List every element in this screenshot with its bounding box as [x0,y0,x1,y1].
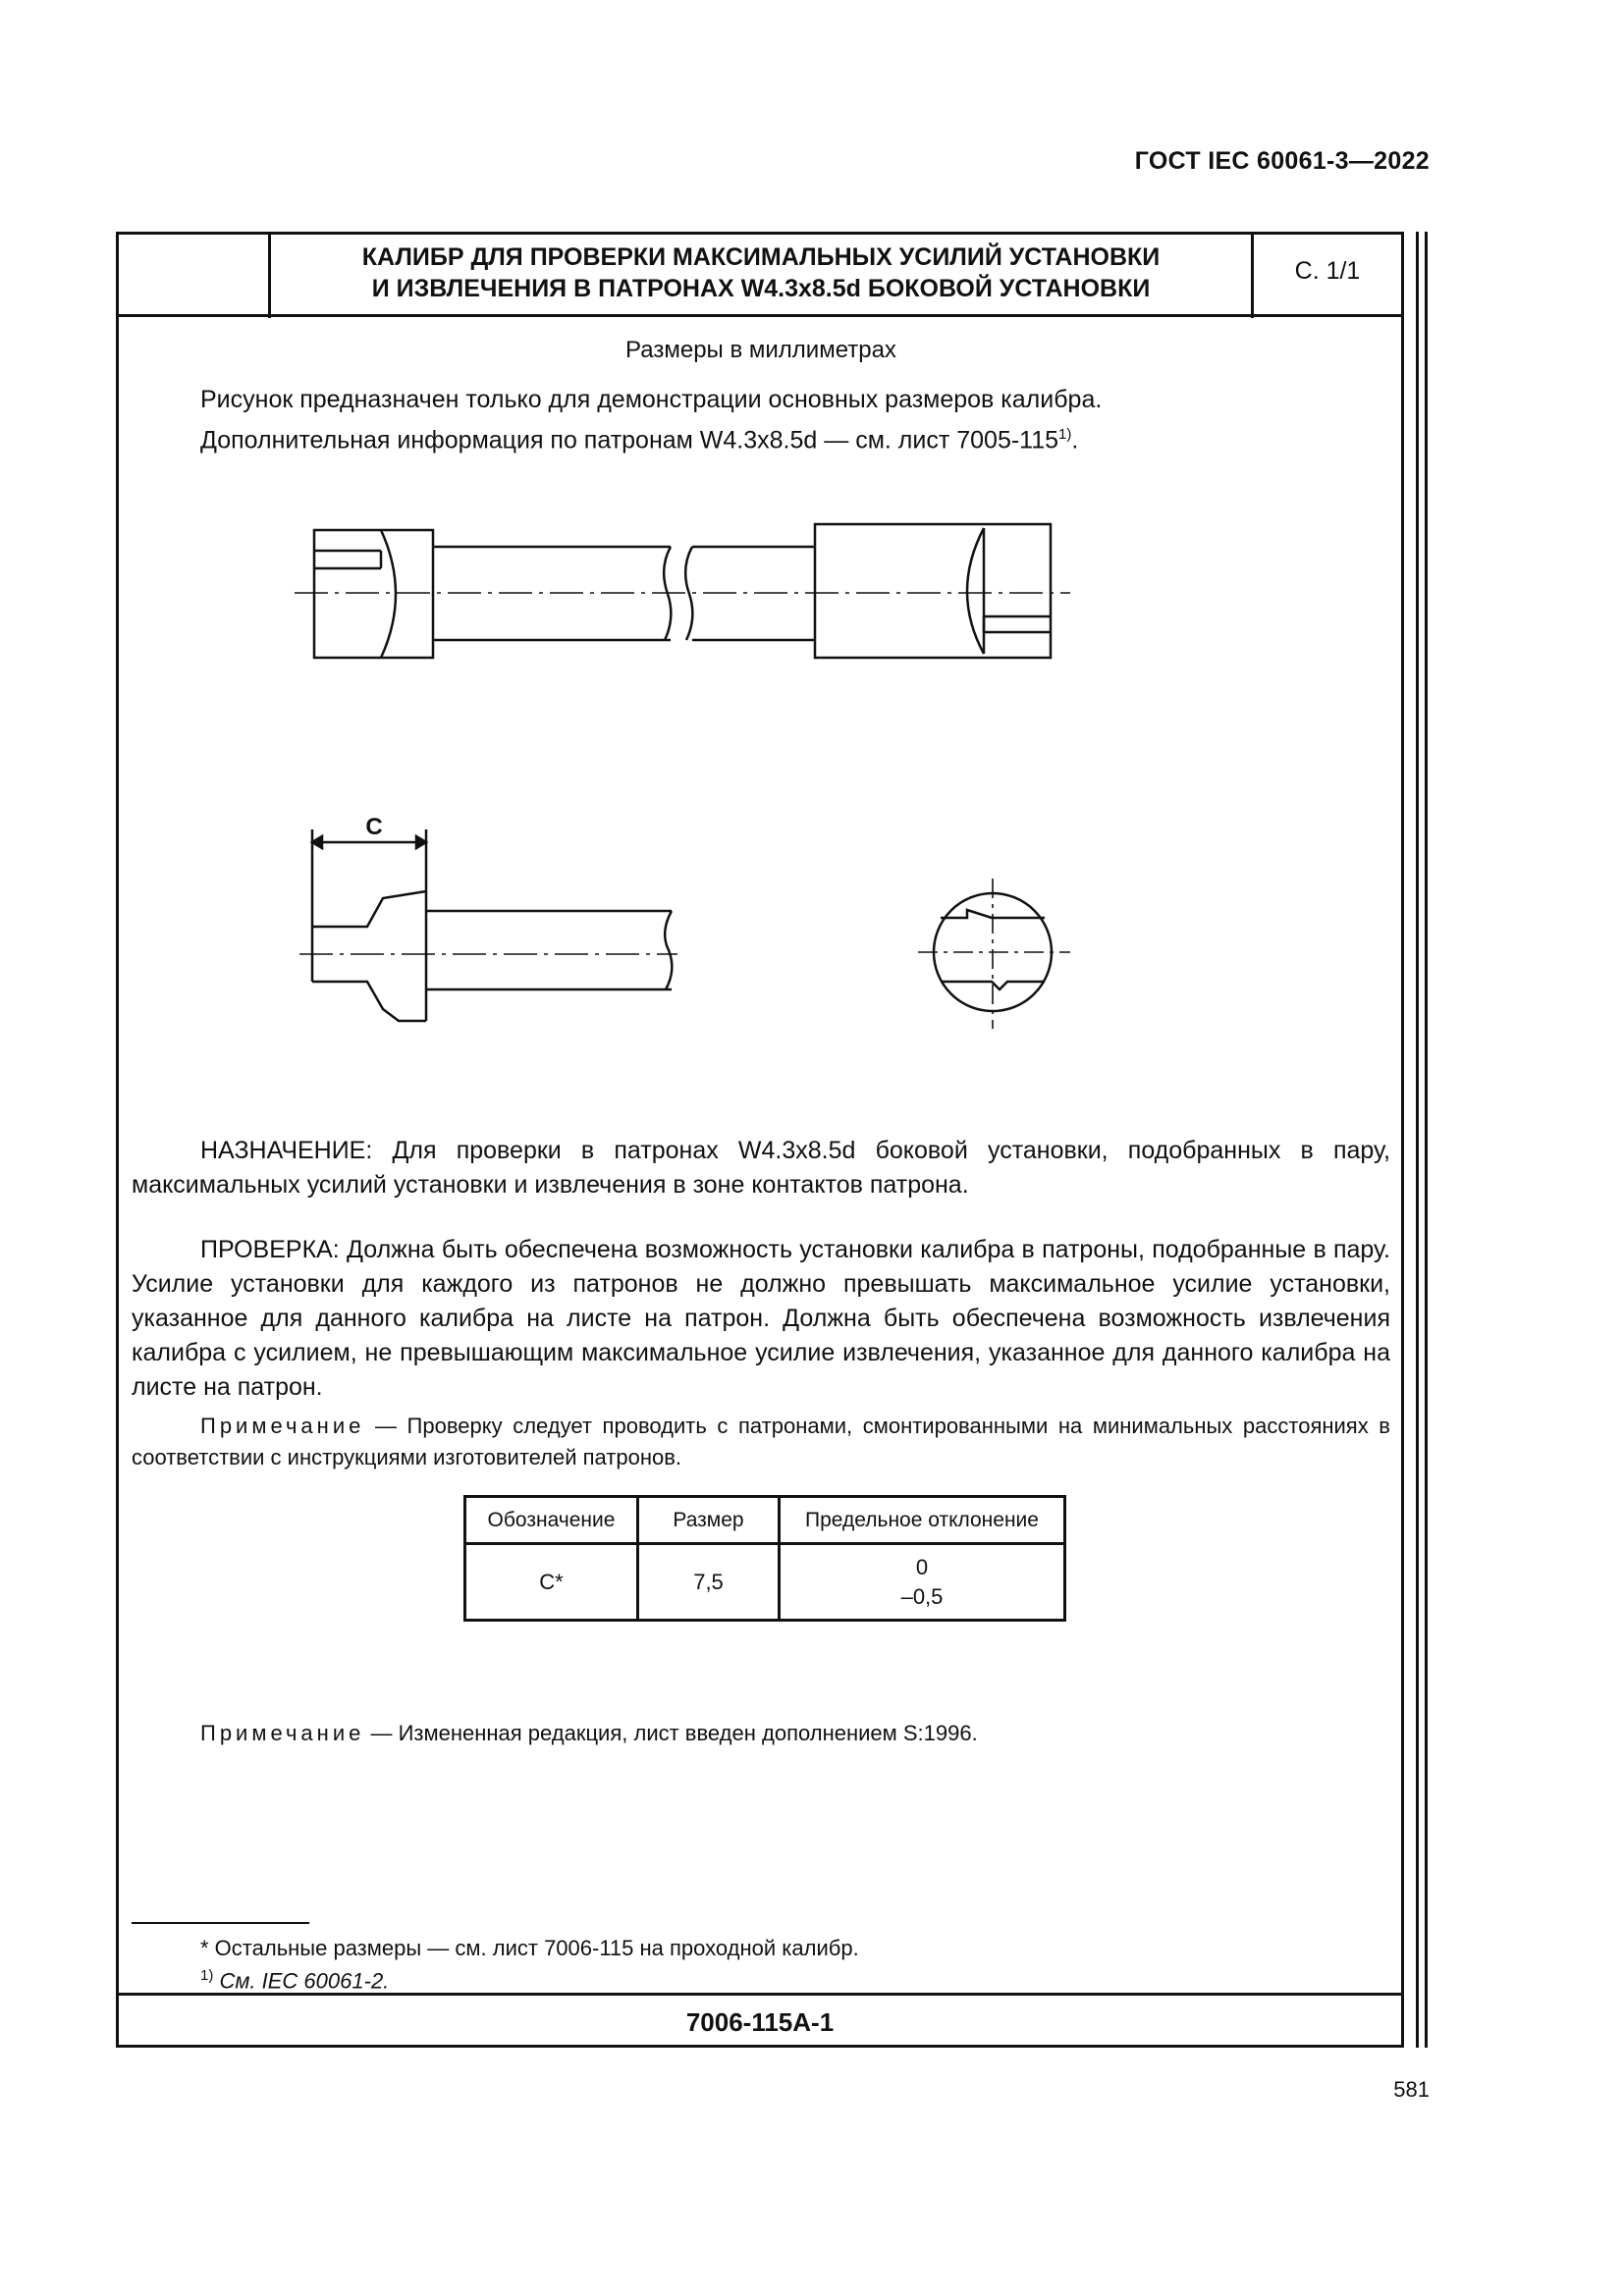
page-number: 581 [1393,2077,1430,2102]
sheet-page-ref: С. 1/1 [1294,257,1361,285]
standard-number: ГОСТ IEC 60061-3—2022 [1134,147,1430,175]
sheet-title-line1: КАЛИБР ДЛЯ ПРОВЕРКИ МАКСИМАЛЬНЫХ УСИЛИЙ УСТАНОВКИ [361,243,1161,271]
footnote-star: * Остальные размеры — см. лист 7006-115 на проходной калибр. [200,1936,859,1960]
table-header-row [465,1497,1065,1544]
dim-label-c: C [365,814,383,840]
note-1: Примечание — Проверку следует проводить с патронами, смонтированными на минимальных расстояниях в соответствии с инструкциями изготовителей патронов. [132,1414,1390,1469]
table-header: Размер [638,1497,780,1544]
note-2: Примечание — Измененная редакция, лист введен дополнением S:1996. [200,1721,978,1745]
intro-line1: Рисунок предназначен только для демонстрации основных размеров калибра. [200,386,1103,413]
gauge-side-view [314,524,1051,658]
table-cell-tolerance: 0 –0,5 [780,1544,1065,1621]
sheet-code: 7006-115A-1 [685,2007,835,2037]
footnote-rule [132,1922,309,1924]
table-row [465,1544,1065,1621]
dimensions-note: Размеры в миллиметрах [625,337,896,363]
intro-line2: Дополнительная информация по патронам W4.3x8.5d — см. лист 7005-115$^{1)}$. [200,426,1079,454]
table-cell-designation: C* [465,1544,638,1621]
check-text: ПРОВЕРКА: Должна быть обеспечена возможность установки калибра в патроны, подобранные в пару. Усилие установки для каждого из патронов не должно превышать максимальное усилие установки, указанное для данного калибра на листе на патрон. Должна быть обеспечена возможность извлечения калибра с усилием, не превышающим максимальное усилие извлечения, указанное для данного калибра на листе на патрон. [132,1236,1390,1401]
table-header: Обозначение [465,1497,638,1544]
note-1-label: Примечание [200,1414,365,1438]
dimension-table [463,1495,1066,1622]
gauge-front-view [312,829,672,1021]
footnote-one: $^{1)}$ См. IEC 60061-2. [200,1967,390,1994]
gauge-end-view [918,879,1070,1029]
table-header: Предельное отклонение [780,1497,1065,1544]
sheet-title-line2: И ИЗВЛЕЧЕНИЯ В ПАТРОНАХ W4.3x8.5d БОКОВОЙ УСТАНОВКИ [371,275,1151,302]
note-2-label: Примечание [200,1721,365,1745]
table-cell-size: 7,5 [638,1544,780,1621]
purpose-text: НАЗНАЧЕНИЕ: Для проверки в патронах W4.3x8.5d боковой установки, подобранных в пару, максимальных усилий установки и извлечения в зоне контактов патрона. [132,1137,1390,1199]
